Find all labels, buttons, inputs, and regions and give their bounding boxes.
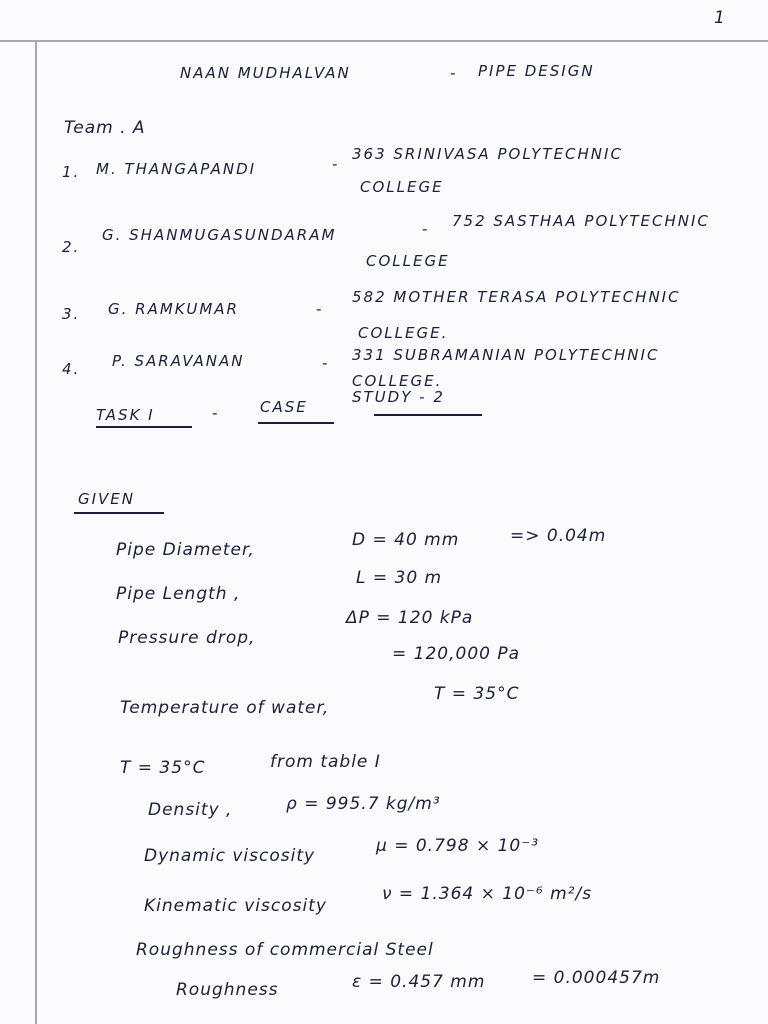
kinematic-viscosity-label: Kinematic viscosity [144, 896, 327, 916]
dynamic-viscosity-label: Dynamic viscosity [144, 846, 316, 866]
task-underline [96, 426, 192, 428]
roughness-expr2: = 0.000457m [532, 968, 661, 988]
given-heading: GIVEN [78, 490, 136, 508]
member-4-detail: 331 SUBRAMANIAN POLYTECHNIC [352, 346, 660, 364]
temperature-label: Temperature of water, [120, 698, 330, 718]
member-2-detail2: COLLEGE [366, 252, 450, 270]
header-right: PIPE DESIGN [478, 62, 595, 80]
page-top-rule [0, 40, 768, 42]
member-2-dash: - [422, 220, 430, 238]
study-underline [374, 414, 482, 416]
member-4-index: 4. [62, 360, 81, 378]
diameter-expr: D = 40 mm [352, 530, 460, 550]
diameter-label: Pipe Diameter, [116, 540, 255, 560]
member-2-detail: 752 SASTHAA POLYTECHNIC [452, 212, 710, 230]
page-number: 1 [714, 8, 726, 28]
team-label: Team . A [64, 118, 146, 138]
table-ref-label: T = 35°C [120, 758, 206, 778]
diameter-conv: => 0.04m [510, 526, 607, 546]
temperature-expr: T = 35°C [434, 684, 520, 704]
page-margin-rule [35, 40, 37, 1024]
member-1-name: M. THANGAPANDI [96, 160, 257, 178]
pressure-expr2: = 120,000 Pa [392, 644, 521, 664]
table-ref-note: from table I [270, 752, 381, 772]
roughness-expr: ε = 0.457 mm [352, 972, 486, 992]
member-3-index: 3. [62, 305, 81, 323]
case-underline [258, 422, 334, 424]
member-4-dash: - [322, 354, 330, 372]
member-3-dash: - [316, 300, 324, 318]
member-3-detail2: COLLEGE. [358, 324, 449, 342]
task-case: CASE [260, 398, 308, 416]
pressure-label: Pressure drop, [118, 628, 256, 648]
member-2-name: G. SHANMUGASUNDARAM [102, 226, 337, 244]
member-3-detail: 582 MOTHER TERASA POLYTECHNIC [352, 288, 681, 306]
member-3-name: G. RAMKUMAR [108, 300, 239, 318]
member-1-index: 1. [62, 163, 81, 181]
member-4-detail2: COLLEGE. [352, 372, 443, 390]
member-1-dash: - [332, 155, 340, 173]
density-expr: ρ = 995.7 kg/m³ [286, 794, 441, 814]
member-1-detail2: COLLEGE [360, 178, 444, 196]
length-expr: L = 30 m [356, 568, 443, 588]
task-label: TASK I [96, 406, 155, 424]
dynamic-viscosity-expr: μ = 0.798 × 10⁻³ [376, 836, 540, 856]
member-2-index: 2. [62, 238, 81, 256]
member-4-name: P. SARAVANAN [112, 352, 245, 370]
length-label: Pipe Length , [116, 584, 241, 604]
task-dash: - [212, 404, 220, 422]
kinematic-viscosity-expr: ν = 1.364 × 10⁻⁶ m²/s [382, 884, 593, 904]
density-label: Density , [148, 800, 233, 820]
pressure-expr: ΔP = 120 kPa [346, 608, 474, 628]
roughness-title: Roughness of commercial Steel [136, 940, 434, 960]
task-study: STUDY - 2 [352, 388, 445, 406]
given-underline [74, 512, 164, 514]
header-separator: - [450, 64, 458, 82]
header-left: NAAN MUDHALVAN [180, 64, 351, 82]
member-1-detail: 363 SRINIVASA POLYTECHNIC [352, 145, 623, 163]
roughness-label: Roughness [176, 980, 279, 1000]
